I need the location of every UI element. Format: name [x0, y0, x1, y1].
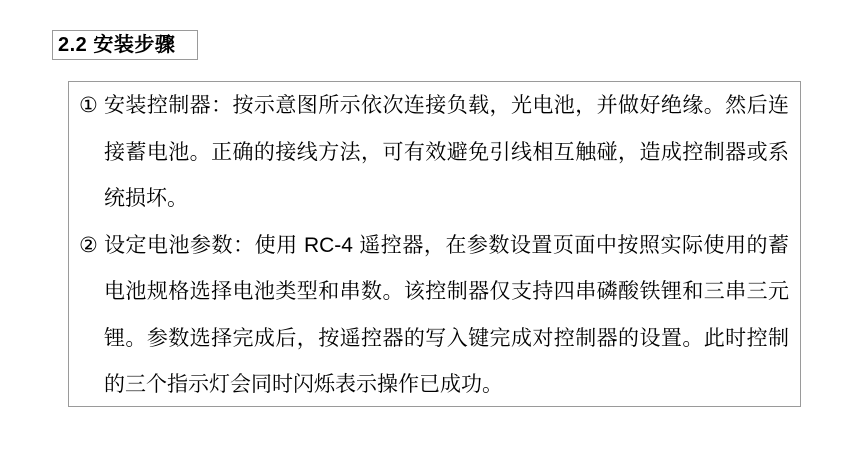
step-item-set-battery-params: [79, 223, 789, 408]
step-text: 安装控制器：按示意图所示依次连接负载，光电池，并做好绝缘。然后连接蓄电池。正确的接线方法，可有效避免引线相互触碰，造成控制器或系统损坏。: [104, 94, 789, 210]
step-number-marker: ②: [79, 233, 98, 257]
steps-box: [68, 81, 801, 407]
step-item-install-controller: [79, 83, 789, 223]
section-heading-box: [52, 30, 198, 60]
section-heading-text: 2.2 安装步骤: [58, 34, 176, 56]
step-text: 设定电池参数：使用 RC-4 遥控器，在参数设置页面中按照实际使用的蓄电池规格选择电池类型和串数。该控制器仅支持四串磷酸铁锂和三串三元锂。参数选择完成后，按遥控器的写入键完成对控制器的设置。此时控制的三个指示灯会同时闪烁表示操作已成功。: [104, 233, 789, 396]
step-number-marker: ①: [79, 94, 98, 117]
